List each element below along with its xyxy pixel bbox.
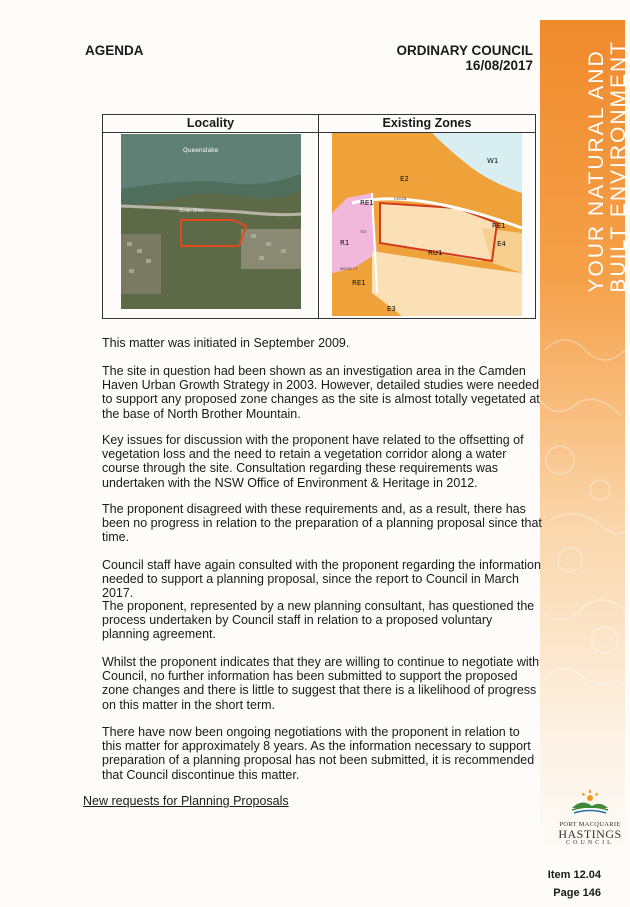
paragraph-6: The proponent, represented by a new planning consultant, has questioned the process undertaken by Council staff in relation to a proposed voluntary planning agreement.: [102, 599, 535, 642]
zone-r1-label: R1: [340, 239, 350, 247]
locality-aerial-map: [121, 134, 301, 309]
paragraph-3: Key issues for discussion with the proponent have related to the offsetting of vegetation loss and the need to retain a vegetation corridor along a water course through the site. Consultation regarding these requirements was undertaken with the NSW Office of Environment & Heritage in 2012.: [102, 433, 524, 490]
banner-line-1: YOUR NATURAL AND: [585, 49, 608, 293]
meeting-date: 16/08/2017: [465, 58, 533, 73]
paragraph-5: Council staff have again consulted with the proponent regarding the information needed to support a planning proposal, since the report to Council in March 2017.: [102, 558, 541, 601]
zones-cell: [319, 115, 535, 318]
road-label: Ocean Drive: [179, 208, 204, 213]
logo-line-1: PORT MACQUARIE: [559, 821, 621, 828]
item-number: Item 12.04: [547, 869, 601, 881]
zone-e2-label: E2: [400, 175, 409, 183]
road-wood-ct-label: WOOD CT: [340, 267, 358, 271]
zone-w1-label: W1: [487, 157, 499, 165]
logo-line-3: COUNCIL: [566, 840, 614, 846]
locality-cell: [103, 115, 319, 318]
lake-label: Queenslake: [183, 147, 219, 154]
banner-line-2: BUILT ENVIRONMENT: [607, 40, 630, 293]
agenda-heading: AGENDA: [85, 43, 144, 58]
paragraph-1: This matter was initiated in September 2009.: [102, 336, 350, 350]
road-tce-label: TCE: [360, 230, 367, 234]
road-ocean-label: OCEAN: [394, 197, 407, 201]
paragraph-7: Whilst the proponent indicates that they are willing to continue to negotiate with Council, no further information has been submitted to support the proposed zone changes and there is little to suggest that there is a likelihood of progress on this matter in the short term.: [102, 655, 540, 712]
paragraph-4: The proponent disagreed with these requirements and, as a result, there has been no progress in relation to the preparation of a planning proposal since that time.: [102, 502, 542, 545]
banner-slogan: [586, 40, 630, 293]
zone-e3-label: E3: [387, 305, 396, 313]
zone-re1-right-label: RE1: [492, 222, 506, 230]
zone-e4-label: E4: [497, 240, 506, 248]
locality-title: Locality: [103, 115, 318, 133]
paragraph-8: There have now been ongoing negotiations with the proponent in relation to this matter for approximately 8 years. As the information necessary to support preparation of a planning proposal has not been submitted, it is recommended that Council discontinue this matter.: [102, 725, 535, 782]
zone-re1-bottom-label: RE1: [352, 279, 366, 287]
zone-re1-top-label: RE1: [360, 199, 374, 207]
paragraph-2: The site in question had been shown as an investigation area in the Camden Haven Urban Growth Strategy in 2003. However, detailed studies were needed to support any proposed zone changes as the site is almost totally vegetated at the base of North Brother Mountain.: [102, 364, 540, 421]
meeting-name: ORDINARY COUNCIL: [396, 43, 533, 58]
zone-ru1-label: RU1: [428, 249, 443, 257]
section-heading-new-requests[interactable]: New requests for Planning Proposals: [83, 794, 289, 808]
zones-title: Existing Zones: [319, 115, 535, 133]
page-number: Page 146: [553, 887, 601, 899]
zoning-map: [332, 133, 522, 316]
side-banner: [540, 20, 630, 865]
meeting-heading: [396, 43, 533, 73]
council-logo: [555, 790, 625, 846]
logo-line-2: HASTINGS: [558, 827, 622, 841]
map-table: [102, 114, 536, 319]
council-logo-icon: [570, 790, 610, 816]
